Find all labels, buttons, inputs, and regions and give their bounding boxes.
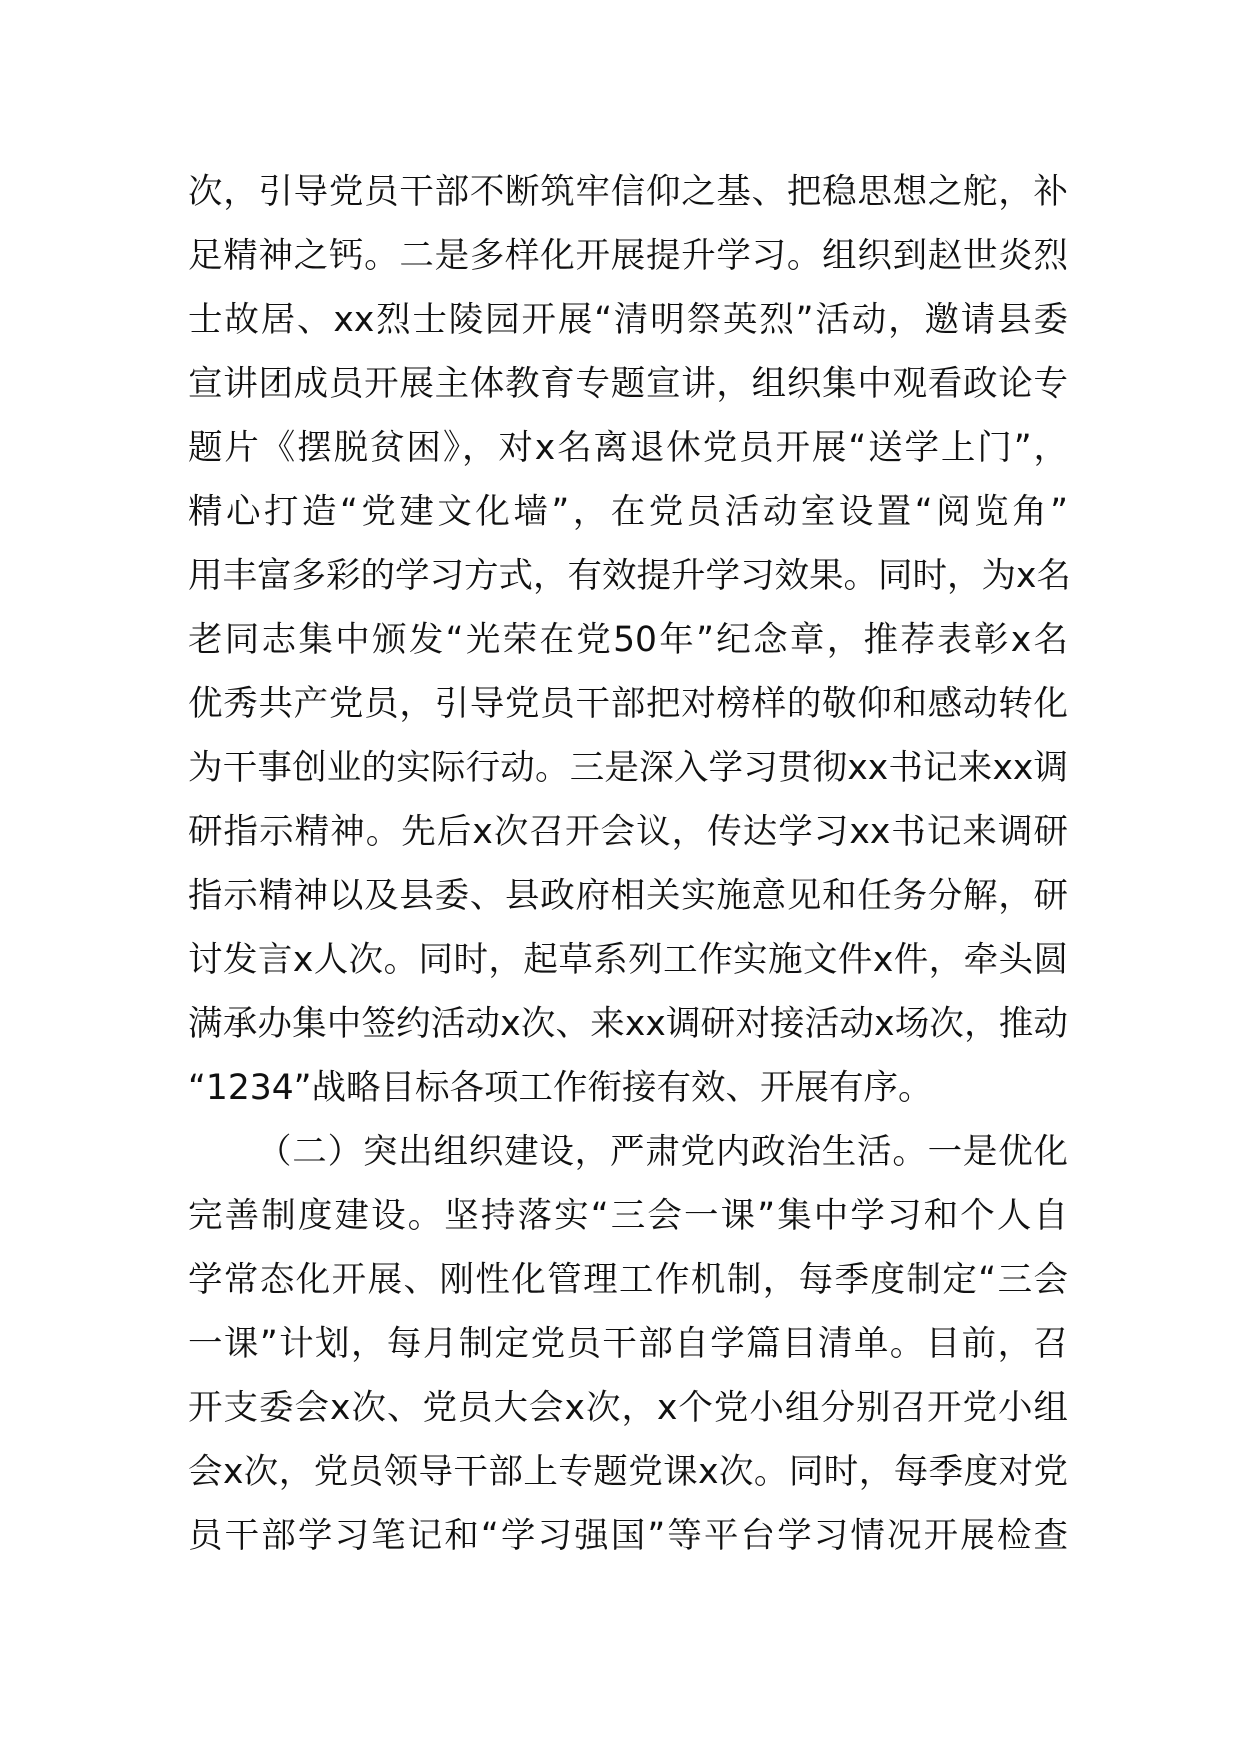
text-line: 开支委会x次、党员大会x次，x个党小组分别召开党小组 [188, 1388, 1068, 1428]
section-heading-line: （二）突出组织建设，严肃党内政治生活。一是优化 [257, 1132, 1068, 1172]
text-line: 讨发言x人次。同时，起草系列工作实施文件x件，牵头圆 [188, 940, 1068, 980]
paragraph-end-line: “1234”战略目标各项工作衔接有效、开展有序。 [188, 1068, 933, 1108]
text-line: 次，引导党员干部不断筑牢信仰之基、把稳思想之舵，补 [188, 172, 1068, 212]
body-text [188, 160, 1071, 1568]
text-line: 指示精神以及县委、县政府相关实施意见和任务分解，研 [188, 876, 1068, 916]
text-line: 研指示精神。先后x次召开会议，传达学习xx书记来调研 [188, 812, 1068, 852]
text-line: 学常态化开展、刚性化管理工作机制，每季度制定“三会 [188, 1260, 1068, 1300]
text-line: 完善制度建设。坚持落实“三会一课”集中学习和个人自 [188, 1196, 1068, 1236]
text-line: 优秀共产党员，引导党员干部把对榜样的敬仰和感动转化 [188, 684, 1068, 724]
text-line: 员干部学习笔记和“学习强国”等平台学习情况开展检查 [188, 1516, 1068, 1556]
text-line: 为干事创业的实际行动。三是深入学习贯彻xx书记来xx调 [188, 748, 1068, 788]
text-line: 宣讲团成员开展主体教育专题宣讲，组织集中观看政论专 [188, 364, 1068, 404]
text-line: 满承办集中签约活动x次、来xx调研对接活动x场次，推动 [188, 1004, 1068, 1044]
text-line: 足精神之钙。二是多样化开展提升学习。组织到赵世炎烈 [188, 236, 1068, 276]
text-line: 一课”计划，每月制定党员干部自学篇目清单。目前，召 [188, 1324, 1068, 1364]
text-line: 士故居、xx烈士陵园开展“清明祭英烈”活动，邀请县委 [188, 300, 1068, 340]
text-line: 老同志集中颁发“光荣在党50年”纪念章，推荐表彰x名 [188, 620, 1068, 660]
text-line: 题片《摆脱贫困》，对x名离退休党员开展“送学上门”， [188, 428, 1068, 468]
text-line: 会x次，党员领导干部上专题党课x次。同时，每季度对党 [188, 1452, 1068, 1492]
text-line: 用丰富多彩的学习方式，有效提升学习效果。同时，为x名 [188, 556, 1071, 596]
text-line: 精心打造“党建文化墙”，在党员活动室设置“阅览角” [188, 492, 1068, 532]
